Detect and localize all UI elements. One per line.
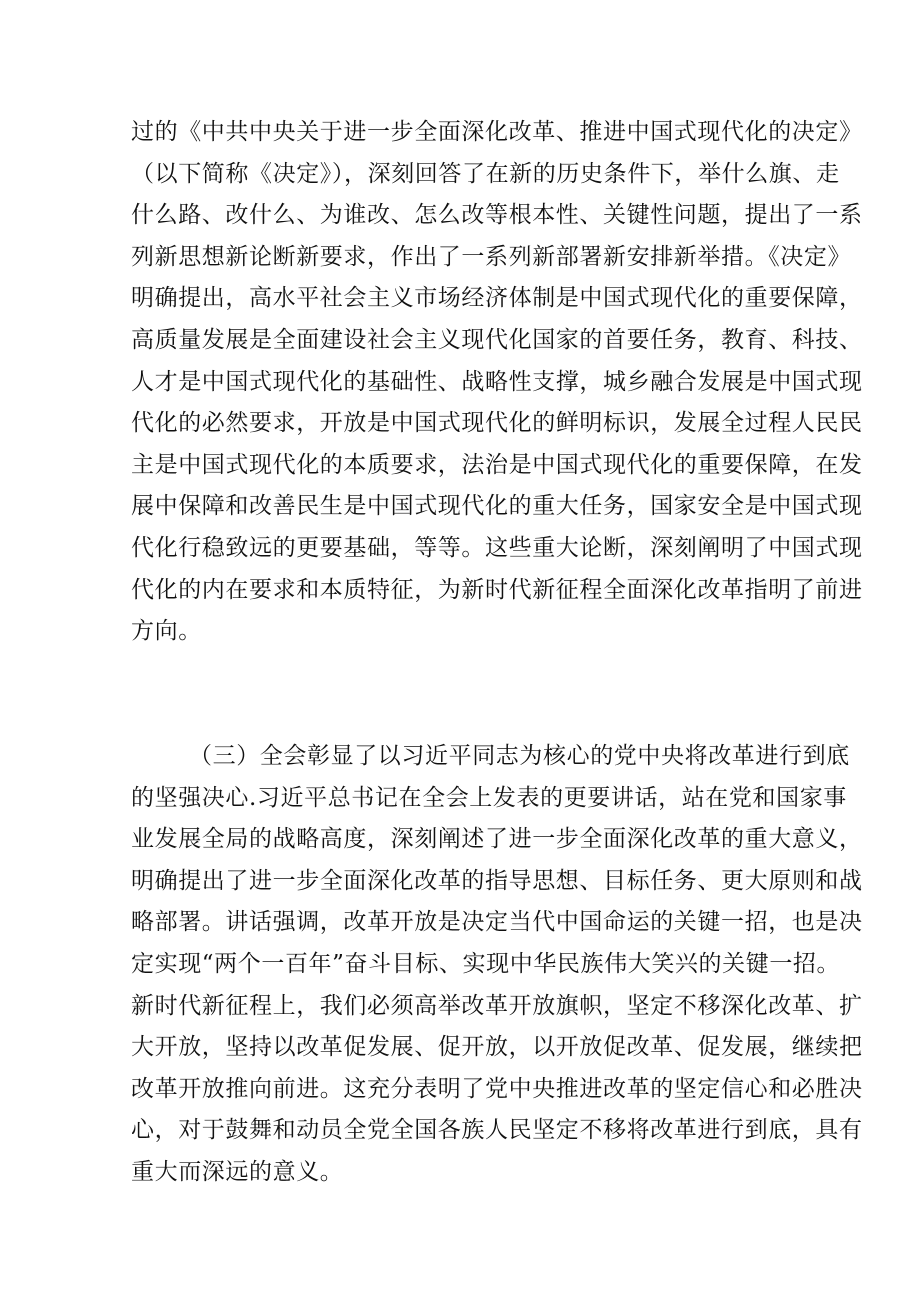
paragraph-line: 人才是中国式现代化的基础性、战略性支撑，城乡融合发展是中国式现	[131, 368, 863, 395]
paragraph-line: 代化的必然要求，开放是中国式现代化的鲜明标识，发展全过程人民民	[131, 410, 863, 437]
paragraph-line: 大开放，坚持以改革促发展、促开放，以开放促改革、促发展，继续把	[131, 1034, 863, 1061]
paragraph-decision-summary	[131, 112, 863, 653]
paragraph-line: 明确提出，高水平社会主义市场经济体制是中国式现代化的重要保障，	[131, 285, 863, 312]
paragraph-line: 高质量发展是全面建设社会主义现代化国家的首要任务，教育、科技、	[131, 326, 863, 353]
paragraph-line: 方向。	[131, 618, 202, 645]
paragraph-line: 主是中国式现代化的本质要求，法治是中国式现代化的重要保障，在发	[131, 451, 863, 478]
paragraph-line: 明确提出了进一步全面深化改革的指导思想、目标任务、更大原则和战	[131, 867, 863, 894]
paragraph-line: （以下简称《决定》），深刻回答了在新的历史条件下，举什么旗、走	[131, 160, 840, 187]
paragraph-line: 代化行稳致远的更要基础，等等。这些重大论断，深刻阐明了中国式现	[131, 534, 863, 561]
paragraph-line: 的坚强决心.习近平总书记在全会上发表的更要讲话，站在党和国家事	[131, 784, 847, 811]
paragraph-line: 心，对于鼓舞和动员全党全国各族人民坚定不移将改革进行到底，具有	[131, 1117, 863, 1144]
paragraph-line: 改革开放推向前进。这充分表明了党中央推进改革的坚定信心和必胜决	[131, 1075, 863, 1102]
paragraph-line: 代化的内在要求和本质特征，为新时代新征程全面深化改革指明了前进	[131, 576, 863, 603]
paragraph-line: 定实现“两个一百年”奋斗目标、实现中华民族伟大笑兴的关键一招。	[131, 950, 841, 977]
paragraph-line: 重大而深远的意义。	[131, 1158, 344, 1185]
paragraph-line: 列新思想新论断新要求，作出了一系列新部署新安排新举措。《决定》	[131, 243, 852, 270]
paragraph-line: 过的《中共中央关于进一步全面深化改革、推进中国式现代化的决定》	[131, 119, 863, 145]
paragraph-section-three	[131, 736, 863, 1194]
paragraph-line: 略部署。讲话强调，改革开放是决定当代中国命运的关键一招，也是决	[131, 909, 863, 936]
paragraph-line: 什么路、改什么、为谁改、怎么改等根本性、关键性问题，提出了一系	[131, 202, 863, 229]
paragraph-line: 业发展全局的战略高度，深刻阐述了进一步全面深化改革的重大意义，	[131, 826, 863, 853]
paragraph-line: 展中保障和改善民生是中国式现代化的重大任务，国家安全是中国式现	[131, 493, 863, 520]
section-heading-line: （三）全会彰显了以习近平同志为核心的党中央将改革进行到底	[189, 743, 850, 769]
paragraph-line: 新时代新征程上，我们必须高举改革开放旗帜，坚定不移深化改革、扩	[131, 992, 863, 1019]
